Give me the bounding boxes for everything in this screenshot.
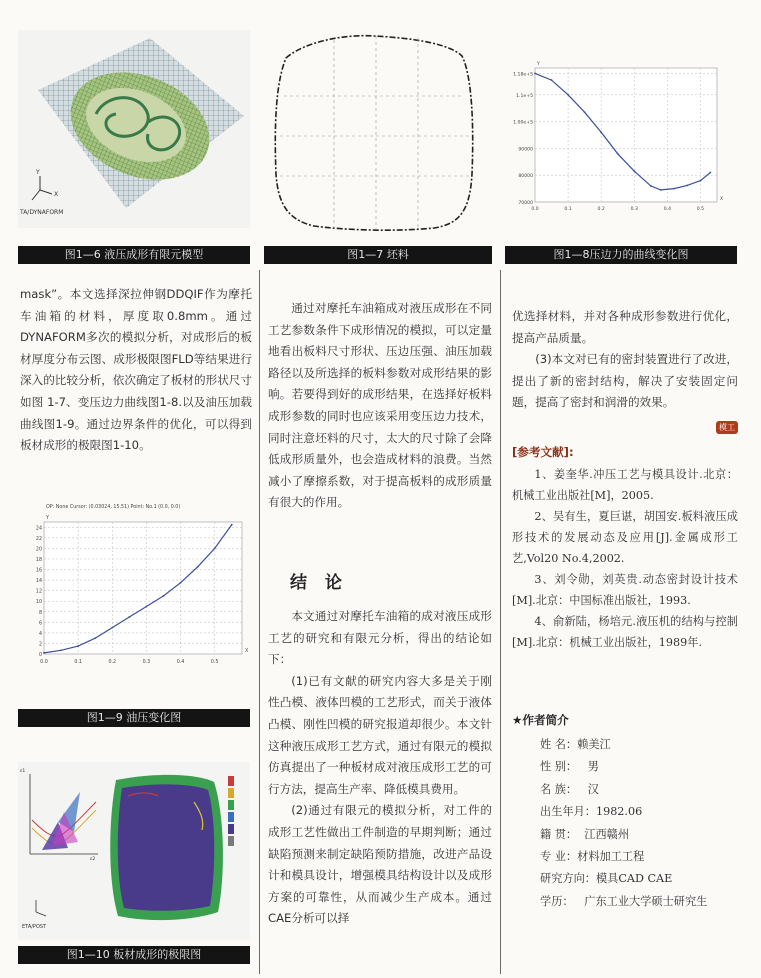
col3-paragraphs	[512, 306, 738, 414]
figure-1-6	[18, 30, 250, 228]
svg-text:Y: Y	[36, 169, 40, 176]
figure-1-8-caption: 图1—8压边力的曲线变化图	[505, 246, 737, 264]
data-point	[617, 153, 619, 155]
figure-1-7-caption: 图1—7 坯料	[264, 246, 492, 264]
data-point	[660, 189, 662, 191]
fe-mesh-image	[18, 30, 250, 228]
data-point	[111, 627, 113, 629]
oil-pressure-chart	[22, 498, 254, 690]
col1-paragraph	[20, 284, 252, 457]
data-point	[709, 172, 711, 174]
y-tick-label: 90000	[518, 147, 533, 153]
x-tick-label: 0.1	[564, 207, 572, 212]
data-point	[163, 595, 165, 597]
x-tick-label: 0.3	[630, 207, 638, 212]
author-row-degree: 学历： 广东工业大学硕士研究生	[540, 894, 708, 908]
plate-contour	[110, 775, 223, 920]
reference-item: 4、俞新陆，杨培元.液压机的结构与控制[M].北京：机械工业出版社，1989年.	[512, 615, 738, 649]
data-point	[43, 652, 45, 654]
y-tick-label: 1.1e+5	[516, 93, 533, 99]
x-tick-label: 0.5	[696, 207, 705, 212]
data-point	[600, 131, 602, 133]
reference-item: 2、吴有生，夏巨谌，胡国安.板料液压成形技术的发展动态及应用[J].金属成形工艺,Vol20 No.4,2002.	[512, 510, 738, 565]
data-point	[551, 79, 553, 81]
figure-1-9-caption: 图1—9 油压变化图	[18, 709, 250, 727]
figure-1-7	[264, 24, 486, 238]
y-tick-label: 8	[38, 610, 42, 616]
y-axis-label: Y	[46, 516, 49, 521]
references-title: [参考文献]:	[512, 445, 574, 459]
y-tick-label: 70000	[518, 201, 533, 206]
x-tick-label: 0.4	[176, 660, 185, 665]
y-tick-label: 22	[35, 536, 42, 542]
software-label: TA/DYNAFORM	[20, 209, 64, 216]
author-info	[540, 734, 740, 913]
data-point	[686, 184, 688, 186]
blank-holder-force-chart	[505, 48, 729, 226]
author-row-major: 专 业：材料加工工程	[540, 850, 645, 864]
y-tick-label: 12	[35, 589, 42, 595]
data-point	[584, 111, 586, 113]
data-point	[77, 645, 79, 647]
figure-1-9	[22, 498, 254, 690]
x-tick-label: 0.0	[40, 660, 48, 665]
y-axis-label: Y	[537, 62, 540, 67]
reference-item: 1、姜奎华.冲压工艺与模具设计.北京：机械工业出版社[M]，2005.	[512, 468, 738, 502]
plot-area	[44, 522, 242, 654]
y-tick-label: 18	[35, 557, 42, 563]
data-point	[146, 606, 148, 608]
x-axis-label: X	[720, 197, 724, 202]
author-row-name: 姓 名：赖美江	[540, 738, 611, 751]
author-row-gender: 性 别： 男	[540, 760, 599, 774]
column-divider-right	[500, 270, 501, 974]
data-point	[197, 566, 199, 568]
x-tick-label: 0.2	[108, 660, 117, 665]
data-point	[650, 185, 652, 187]
x-tick-label: 0.1	[74, 660, 82, 665]
figure-1-10	[18, 762, 250, 940]
data-point	[180, 582, 182, 584]
data-point	[128, 616, 130, 618]
y-tick-label: 16	[35, 568, 42, 574]
data-point	[633, 170, 635, 172]
y-tick-label: 2	[38, 642, 42, 648]
y-tick-label: 1.18e+5	[513, 72, 533, 78]
y-tick-label: 1.00e+5	[513, 120, 533, 126]
conclusion-heading: 结 论	[290, 573, 348, 593]
x-tick-label: 0.5	[210, 660, 219, 665]
col3-para-2: (3)本文对已有的密封装置进行了改进，提出了新的密封结构，解决了安装固定问题，提高了密封和润滑的效果。	[512, 352, 738, 410]
author-row-ethnicity: 名 族： 汉	[540, 782, 599, 796]
figure-1-6-caption: 图1—6 液压成形有限元模型	[18, 246, 250, 264]
data-point	[214, 548, 216, 550]
y-tick-label: 80000	[518, 174, 533, 180]
col2-para-1: 通过对摩托车油箱成对液压成形在不同工艺参数条件下成形情况的模拟，可以定量地看出板料尺寸形状、压边压强、油压加载路径以及所选择的板料参数对成形结果的影响。若要得到好的成形结果，在选择好板料成形参数的同时也应该采用变压边力技术，同时注意坯料的尺寸，太大的尺寸除了会降低成形质量外，也会造成材料的浪费。当然减小了摩擦系数，对于提高板料的成形质量有很大的作用。	[268, 301, 492, 510]
chart-header: OP: None Cursor: (0.03024, 15.51) Point: No.1 (0.0, 0.0)	[46, 505, 181, 510]
x-tick-label: 0.4	[663, 207, 672, 212]
x-tick-label: 0.3	[142, 660, 151, 665]
col2-paragraphs	[268, 298, 492, 514]
author-row-hometown: 籍 贯： 江西赣州	[540, 827, 630, 841]
references-list	[512, 464, 738, 653]
col2-para-4: (2)通过有限元的模拟分析，对工件的成形工艺性做出工件制造的早期判断；通过缺陷预测来制定缺陷预防措施，改进产品设计和模具设计，增强模具结构设计以及成形方案的可靠性，从而减少生产成本。通过CAE分析可以择	[268, 803, 492, 926]
reference-item: 3、刘令勋，刘英贵.动态密封设计技术[M].北京：中国标准出版社，1993.	[512, 573, 738, 607]
data-point	[231, 524, 233, 526]
data-point	[94, 637, 96, 639]
data-point	[534, 72, 536, 74]
y-tick-label: 4	[38, 631, 42, 637]
x-axis-label: X	[245, 649, 249, 654]
y-tick-label: 10	[35, 600, 42, 606]
col2-para-2: 本文通过对摩托车油箱的成对液压成形工艺的研究和有限元分析，得出的结论如下：	[268, 609, 492, 667]
x-tick-label: 0.0	[531, 207, 539, 212]
col2-conclusion-paragraphs	[268, 606, 492, 930]
mould-badge: 模工	[716, 421, 738, 434]
svg-text:ε2: ε2	[90, 857, 96, 862]
col2-para-3: (1)已有文献的研究内容大多是关于刚性凸模、液体凹模的工艺形式，而关于液体凸模、刚性凹模的研究报道却很少。本文针这种液压成形工艺方式，通过有限元的模拟仿真提出了一种板材成对液压成形工艺的可行方法，提高生产率、降低模具费用。	[268, 673, 492, 796]
svg-text:ε1: ε1	[20, 769, 26, 774]
data-point	[567, 94, 569, 96]
data-point	[673, 188, 675, 190]
y-tick-label: 0	[38, 653, 42, 658]
forming-limit-image	[18, 762, 250, 940]
figure-1-10-caption: 图1—10 板材成形的极限图	[18, 946, 250, 964]
data-point	[60, 649, 62, 651]
author-row-research: 研究方向：模具CAD CAE	[540, 872, 673, 886]
x-tick-label: 0.2	[597, 207, 605, 212]
col3-para-1: 优选择材料，并对各种成形参数进行优化，提高产品质量。	[512, 309, 738, 345]
author-title: ★作者简介	[512, 713, 569, 727]
col1-text: mask”。本文选择深拉伸钢DDQIF作为摩托车油箱的材料，厚度取0.8mm。通过DYNAFORM多次的模拟分析，对成形后的板材厚度分布云图、成形极限图FLD等结果进行深入的比较分析，依次确定了板材的形状尺寸如图 1-7、变压边力曲线图1-8.以及油压加载曲线图1-9。通过边界条件的优化，可以得到板材成形的极限图1-10。	[20, 287, 252, 453]
software-label: ETA/POST	[22, 924, 47, 930]
plot-area	[535, 68, 717, 202]
svg-text:X: X	[54, 191, 59, 198]
data-point	[700, 180, 702, 182]
column-divider-left	[259, 270, 260, 974]
figure-1-8	[505, 48, 729, 226]
y-tick-label: 20	[35, 547, 42, 553]
y-tick-label: 24	[35, 526, 42, 532]
y-tick-label: 14	[35, 579, 42, 585]
y-tick-label: 6	[38, 621, 42, 627]
author-row-birth: 出生年月：1982.06	[540, 805, 643, 819]
blank-outline-image	[264, 24, 486, 238]
